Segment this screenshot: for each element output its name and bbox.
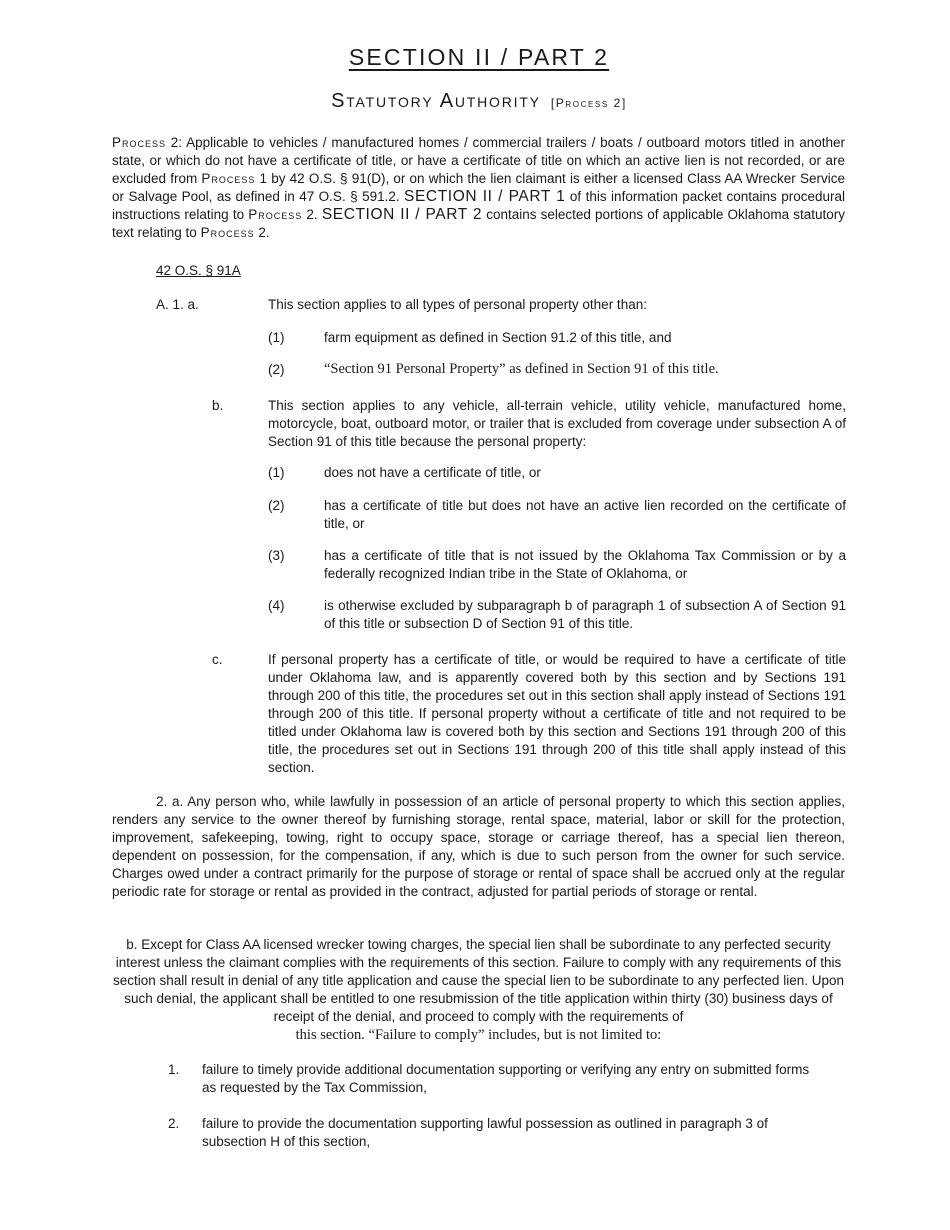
list-number: 1. — [168, 1062, 180, 1077]
clause-label: A. 1. a. — [156, 297, 199, 312]
paragraph-2b-last-line: this section. “Failure to comply” includes, but is not limited to: — [295, 1027, 662, 1043]
item-text: “Section 91 Personal Property” as defined in Section 91 of this title. — [324, 361, 719, 377]
item-number: (1) — [268, 330, 285, 345]
clause-text: This section applies to all types of personal property other than: — [268, 297, 647, 312]
page-subtitle — [0, 90, 950, 113]
item-text: is otherwise excluded by subparagraph b of paragraph 1 of subsection A of Section 91 of this title or subsection D of Section 91 of this title. — [324, 598, 846, 631]
paragraph-2b-text: b. Except for Class AA licensed wrecker towing charges, the special lien shall be subordinate to any perfected security interest unless the claimant complies with the requirements of this section. Failure to comply with any requirements of this section shall result in denial of any title application and cause the special lien to be subordinate to any perfected lien. Upon such denial, the applicant shall be entitled to one resubmission of the title application within thirty (30) business days of receipt of the denial, and proceed to comply with the requirements of — [113, 937, 844, 1024]
process-label: Process — [112, 135, 167, 150]
list-number: 2. — [168, 1116, 180, 1131]
item-text: has a certificate of title that is not issued by the Oklahoma Tax Commission or by a federally recognized Indian tribe in the State of Oklahoma, or — [324, 548, 846, 581]
item-text: does not have a certificate of title, or — [324, 465, 541, 480]
paragraph-2a: 2. a. Any person who, while lawfully in possession of an article of personal property to which this section applies, renders any service to the owner thereof by furnishing storage, rental space, material, labor or skill for the protection, improvement, safekeeping, towing, right to occupy space, storage or carriage thereof, has a special lien thereon, dependent on possession, for the compensation, if any, which is due to such person from the owner for such service. Charges owed under a contract primarily for the purpose of storage or rental of space shall be accrued only at the regular periodic rate for storage or rental as provided in the contract, adjusted for partial periods of storage or rental. — [112, 794, 845, 899]
item-text: has a certificate of title but does not have an active lien recorded on the certificate of title, or — [324, 498, 846, 531]
page-title: SECTION II / PART 2 — [348, 44, 610, 70]
subtitle-text: Statutory Authority — [331, 90, 541, 112]
item-number: (1) — [268, 465, 285, 480]
item-number: (3) — [268, 548, 285, 563]
clause-text: This section applies to any vehicle, all-terrain vehicle, utility vehicle, manufactured home, motorcycle, boat, outboard motor, or trailer that is excluded from coverage under subsection A of Section 91 of this title because the personal property: — [268, 398, 846, 449]
item-number: (4) — [268, 598, 285, 613]
list-item: failure to provide the documentation supporting lawful possession as outlined in paragraph 3 of subsection H of this section, — [202, 1116, 768, 1149]
paragraph-2b — [112, 936, 845, 1044]
section-part1-ref: SECTION II / PART 1 — [404, 188, 566, 205]
clause-text: If personal property has a certificate of title, or would be required to have a certificate of title under Oklahoma law, and is apparently covered both by this section and by Sections 191 through 200 of this title, the procedures set out in this section shall apply instead of Sections 191 through 200 of this title. If personal property without a certificate of title and not required to be titled under Oklahoma law is covered both by this section and Sections 191 through 200 of this title, the procedures set out in Sections 191 through 200 of this title shall apply instead of this section. — [268, 652, 846, 775]
list-item: failure to timely provide additional documentation supporting or verifying any entry on submitted forms as requested by the Tax Commission, — [202, 1062, 810, 1095]
intro-paragraph: Process 2: Applicable to vehicles / manufactured homes / commercial trailers / boats / outboard motors titled in another state, or which do not have a certificate of title, or have a certificate of title on which an active lien is not recorded, or are excluded from Process 1 by 42 O.S. § 91(D), or on which the lien claimant is either a licensed Class AA Wrecker Service or Salvage Pool, as defined in 47 O.S. § 591.2. SECTION II / PART 1 of this information packet contains procedural instructions relating to Process 2. SECTION II / PART 2 contains selected portions of applicable Oklahoma statutory text relating to Process 2. — [112, 135, 845, 240]
statute-citation: 42 O.S. § 91A — [156, 263, 241, 278]
subtitle-bracket: [Process 2] — [550, 96, 627, 110]
clause-label: b. — [212, 398, 224, 413]
item-number: (2) — [268, 498, 285, 513]
clause-label: c. — [212, 652, 223, 667]
section-part2-ref: SECTION II / PART 2 — [321, 206, 483, 223]
item-number: (2) — [268, 362, 285, 377]
item-text: farm equipment as defined in Section 91.2 of this title, and — [324, 330, 672, 345]
